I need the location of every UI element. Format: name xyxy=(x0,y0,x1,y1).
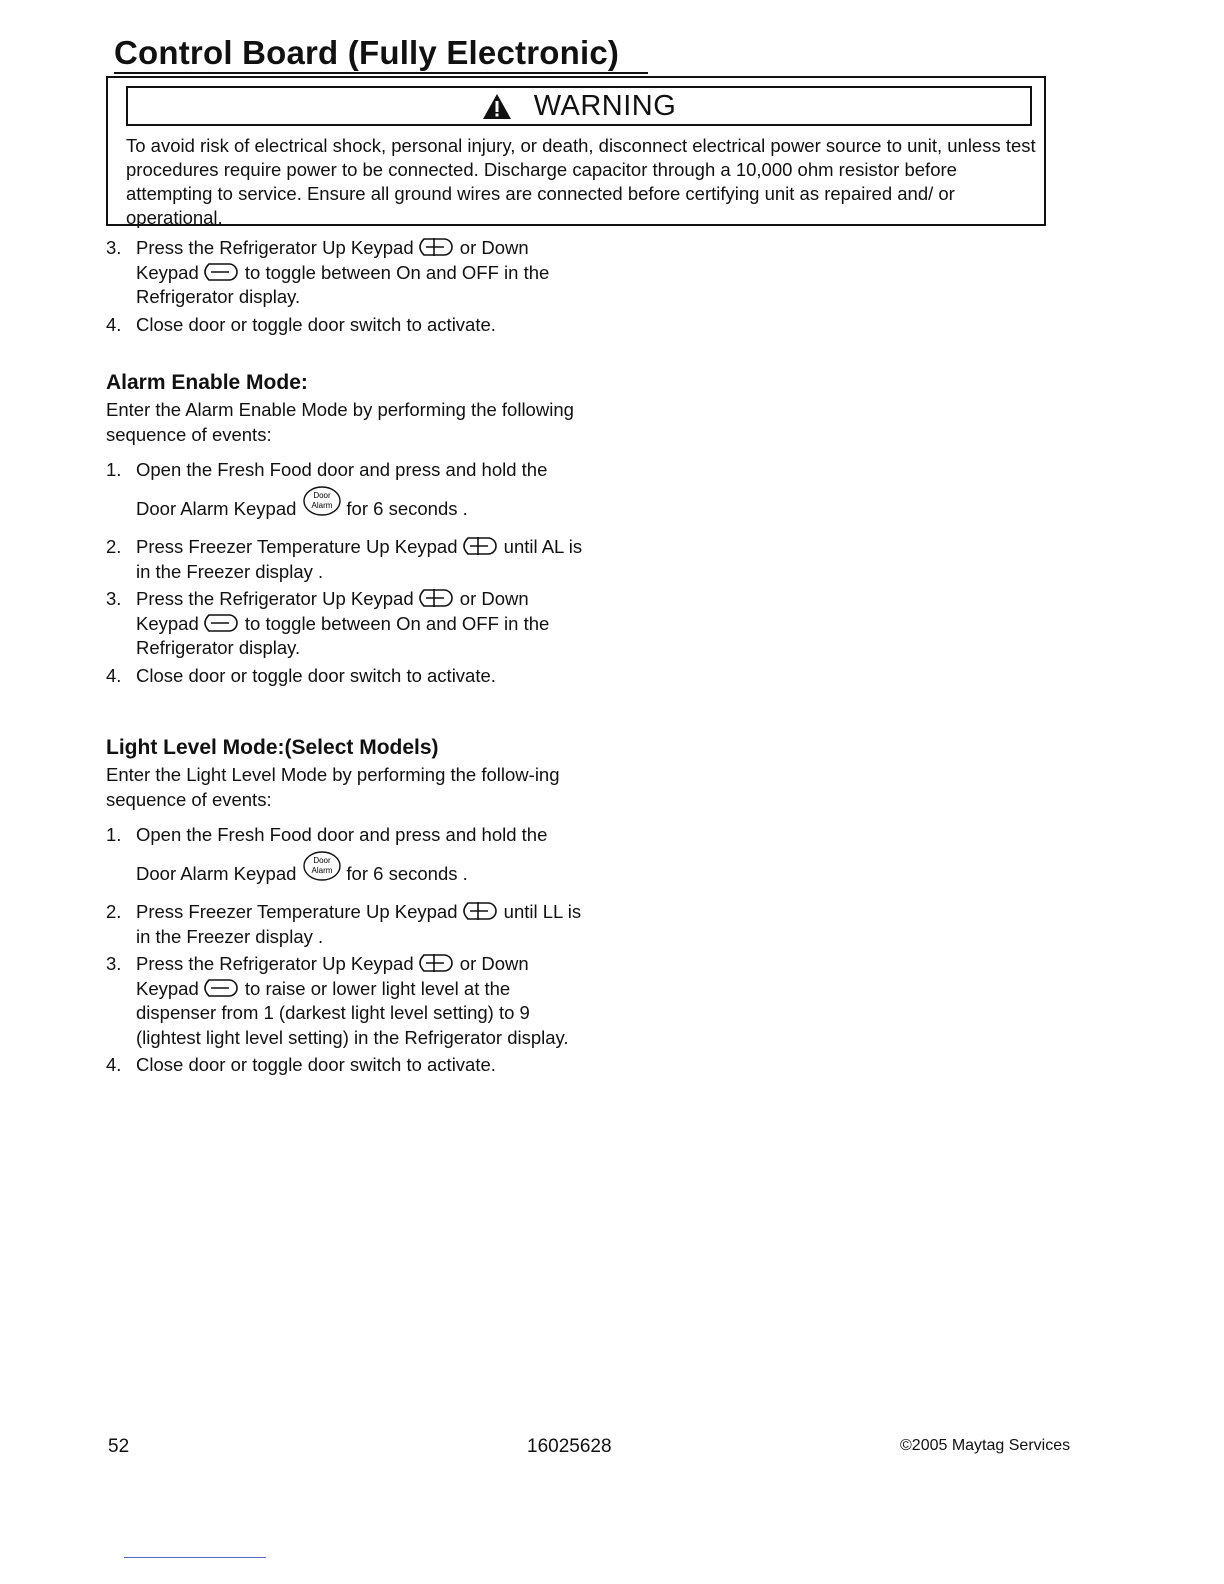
plus-keypad-icon xyxy=(458,537,498,555)
document-number: 16025628 xyxy=(527,1436,612,1457)
plus-keypad-icon xyxy=(458,902,498,920)
title-underline xyxy=(114,72,648,74)
alarm-enable-section xyxy=(106,370,586,691)
list-item: 4. Close door or toggle door switch to activate. xyxy=(106,313,496,335)
bottom-divider xyxy=(124,1557,266,1558)
list-item: 3. Press the Refrigerator Up Keypad or Down Keypad to toggle between On and OFF in the Refrigerator display. xyxy=(106,588,550,658)
list-item: 1. Open the Fresh Food door and press and hold the Door Alarm Keypad Door Alarm for 6 seconds . xyxy=(106,817,586,897)
list-item: 1. Open the Fresh Food door and press and hold the Door Alarm Keypad Door Alarm for 6 seconds . xyxy=(106,452,586,532)
section-intro: Enter the Alarm Enable Mode by performing the following sequence of events: xyxy=(106,399,574,445)
svg-text:Door: Door xyxy=(313,491,332,500)
svg-text:Alarm: Alarm xyxy=(311,501,333,510)
svg-text:Alarm: Alarm xyxy=(311,866,333,875)
plus-keypad-icon xyxy=(414,589,454,607)
list-item: 2. Press Freezer Temperature Up Keypad until LL is in the Freezer display . xyxy=(106,901,582,947)
door-alarm-keypad-icon xyxy=(302,850,342,894)
list-item: 2. Press Freezer Temperature Up Keypad until AL is in the Freezer display . xyxy=(106,536,583,582)
list-item: 3. Press the Refrigerator Up Keypad or Down Keypad to toggle between On and OFF in the Refrigerator display. xyxy=(106,237,550,307)
copyright-notice: ©2005 Maytag Services xyxy=(900,1437,1071,1454)
list-item: 3. Press the Refrigerator Up Keypad or Down Keypad to raise or lower light level at the dispenser from 1 (darkest light level setting) to 9 (lightest light level setting) in the Refrigerator display. xyxy=(106,953,569,1048)
section-heading: Light Level Mode:(Select Models) xyxy=(106,736,439,759)
plus-keypad-icon xyxy=(414,238,454,256)
plus-keypad-icon xyxy=(414,954,454,972)
warning-triangle-icon xyxy=(482,93,512,120)
door-alarm-keypad-icon xyxy=(302,485,342,529)
section-intro: Enter the Light Level Mode by performing the follow-ing sequence of events: xyxy=(106,764,560,810)
minus-keypad-icon xyxy=(199,263,239,281)
minus-keypad-icon xyxy=(199,614,239,632)
warning-text: To avoid risk of electrical shock, personal injury, or death, disconnect electrical power source to unit, unless test procedures require power to be connected. Discharge capacitor through a 10,000 ohm resistor before attempting to service. Ensure all ground wires are connected before certifying unit as repaired and/ or operational. xyxy=(126,135,1036,228)
page-number: 52 xyxy=(108,1436,130,1457)
minus-keypad-icon xyxy=(199,979,239,997)
svg-text:Door: Door xyxy=(313,856,332,865)
list-item: 4. Close door or toggle door switch to activate. xyxy=(106,1054,496,1075)
warning-header xyxy=(126,86,1032,126)
continued-steps xyxy=(106,236,586,340)
light-level-section xyxy=(106,735,586,1081)
section-heading: Alarm Enable Mode: xyxy=(106,371,308,394)
warning-label: WARNING xyxy=(533,89,677,122)
page-title: Control Board (Fully Electronic) xyxy=(114,34,620,71)
list-item: 4. Close door or toggle door switch to activate. xyxy=(106,664,496,686)
warning-box xyxy=(106,76,1046,226)
